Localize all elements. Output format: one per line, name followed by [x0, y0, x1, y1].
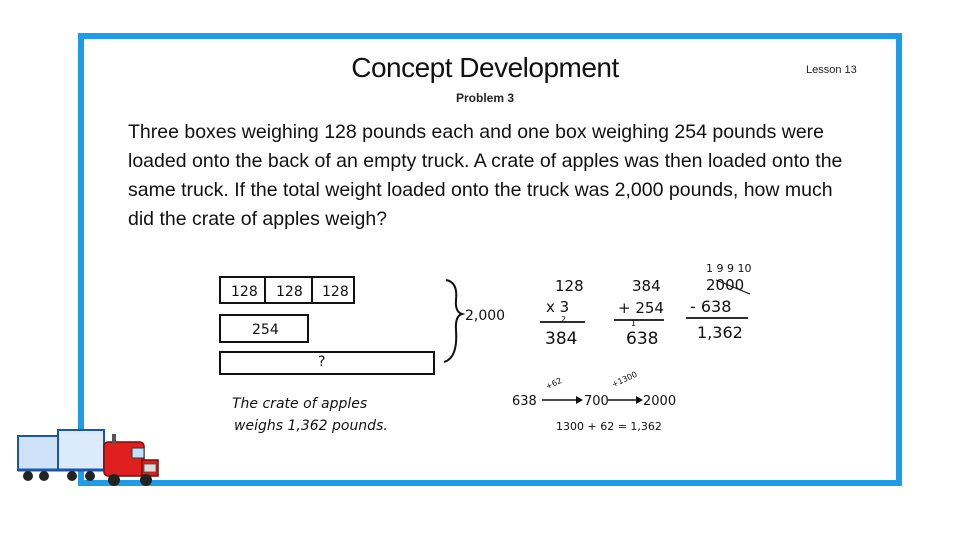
tape-box-3: 128 — [322, 284, 349, 300]
add-op: + 254 — [618, 299, 664, 317]
truck-icon — [14, 424, 162, 494]
nl-mid: 700 — [584, 394, 609, 409]
slide-title: Concept Development — [351, 52, 619, 83]
add-top: 384 — [632, 277, 661, 295]
number-line-work — [512, 370, 676, 433]
add-result: 638 — [626, 329, 659, 349]
nl-equation: 1300 + 62 = 1,362 — [556, 420, 662, 433]
problem-text: Three boxes weighing 128 pounds each and one box weighing 254 pounds were loaded onto the back of an empty truck. A crate of apples was then loaded onto the same truck. If the total weight loaded onto the truck was 2,000 pounds, how much did the crate of apples weigh? — [128, 121, 843, 230]
mult-result: 384 — [545, 329, 578, 349]
tape-box-2: 128 — [276, 284, 303, 300]
mult-carry: 2 — [561, 315, 567, 324]
lesson-label: Lesson 13 — [806, 64, 857, 76]
subtraction-work — [686, 262, 751, 342]
tape-total: 2,000 — [465, 308, 506, 324]
arrow-head-icon — [576, 396, 583, 404]
problem-label: Problem 3 — [455, 91, 515, 105]
nl-start: 638 — [512, 394, 537, 409]
tape-box-1: 128 — [231, 284, 258, 300]
arrow-head-icon — [636, 396, 643, 404]
answer-line-1: The crate of apples — [232, 396, 368, 412]
mult-top: 128 — [555, 277, 584, 295]
answer-line-2: weighs 1,362 pounds. — [234, 418, 388, 434]
total-brace — [444, 280, 462, 362]
nl-jump-2: +1300 — [610, 369, 639, 390]
sub-regroup: 1 9 9 10 — [706, 262, 752, 275]
tape-unknown-bar — [220, 352, 434, 374]
sub-top: 2000 — [706, 276, 745, 294]
addition-work — [614, 277, 664, 349]
nl-jump-1: +62 — [544, 376, 564, 392]
tape-box-4: 254 — [252, 322, 279, 338]
mult-op: x 3 — [546, 298, 570, 316]
multiplication-work — [540, 277, 585, 349]
nl-end: 2000 — [643, 394, 677, 409]
tape-unknown: ? — [318, 354, 326, 370]
sub-result: 1,362 — [697, 323, 743, 342]
sub-op: - 638 — [690, 297, 732, 316]
add-carry: 1 — [631, 319, 637, 328]
